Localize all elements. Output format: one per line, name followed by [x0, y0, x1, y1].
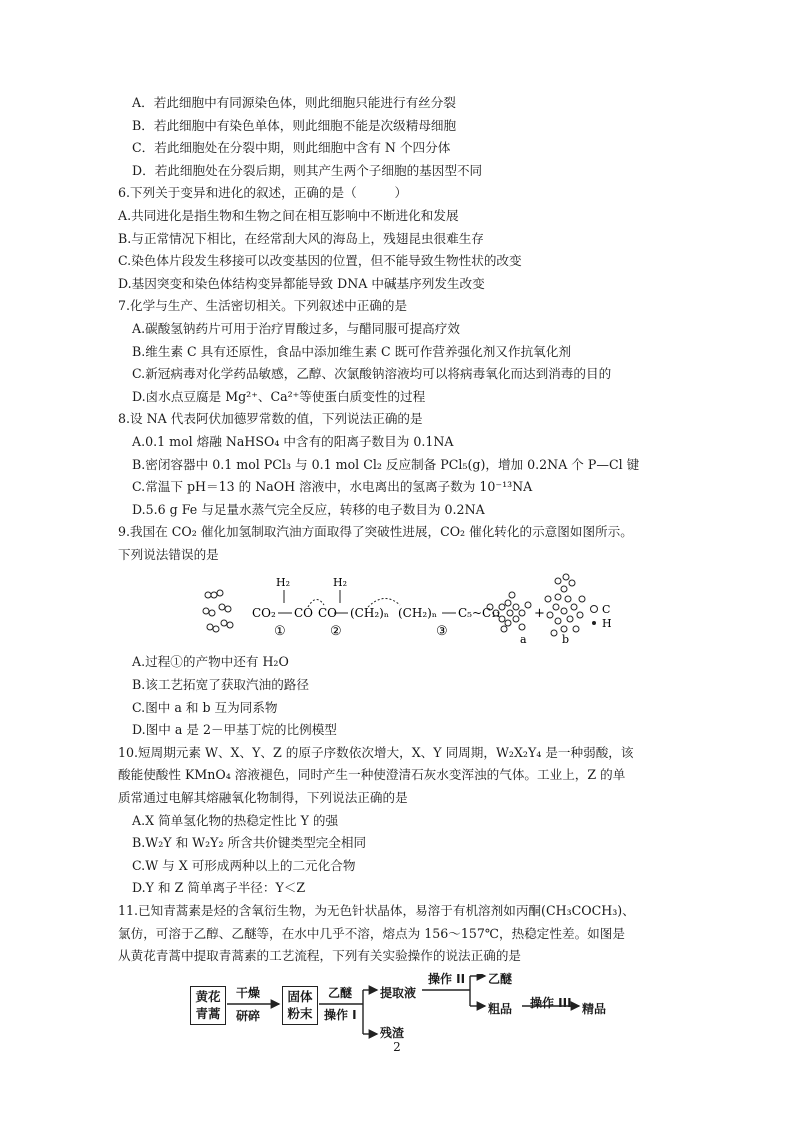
- co-label-a: CO: [294, 606, 314, 621]
- flow-grind-label: 研碎: [236, 1008, 261, 1023]
- q11-stem-line2: 氯仿，可溶于乙醇、乙醚等，在水中几乎不溶，熔点为 156～157℃，热稳定性差。如图是: [118, 925, 625, 941]
- co2-conversion-svg: [118, 569, 708, 647]
- co2-conversion-diagram: [118, 569, 708, 647]
- q6-stem: 6.下列关于变异和进化的叙述，正确的是（ ）: [118, 185, 408, 201]
- q9-option-b: B.该工艺拓宽了获取汽油的路径: [132, 677, 309, 693]
- q10-option-b: B.W₂Y 和 W₂Y₂ 所含共价键类型完全相同: [132, 835, 367, 851]
- co-label-b: CO: [318, 606, 338, 621]
- flow-extract-label: 提取液: [380, 985, 417, 1000]
- q6-option-a: A.共同进化是指生物和生物之间在相互影响中不断进化和发展: [118, 207, 459, 223]
- q7-option-d: D.卤水点豆腐是 Mg²⁺、Ca²⁺等使蛋白质变性的过程: [132, 388, 426, 404]
- flow-ether-out-label: 乙醚: [488, 971, 513, 986]
- q8-option-a: A.0.1 mol 熔融 NaHSO₄ 中含有的阳离子数目为 0.1NA: [132, 433, 454, 449]
- q10-option-a: A.X 简单氢化物的热稳定性比 Y 的强: [132, 812, 339, 828]
- q11-stem-line1: 11.已知青蒿素是烃的含氧衍生物，为无色针状晶体，易溶于有机溶剂如丙酮(CH₃COCH₃)、: [118, 903, 635, 918]
- co2-label: CO₂: [252, 606, 276, 621]
- q5-option-a: A．若此细胞中有同源染色体，则此细胞只能进行有丝分裂: [132, 95, 456, 110]
- page-number: 2: [393, 1040, 401, 1054]
- legend-hydrogen-icon: [592, 621, 596, 625]
- flow-start-box: 黄花青蒿: [190, 986, 226, 1025]
- flow-residue-label: 残渣: [380, 1025, 405, 1040]
- model-a-label: a: [520, 633, 527, 647]
- q11-stem-line3: 从黄花青蒿中提取青蒿素的工艺流程，下列有关实验操作的说法正确的是: [118, 948, 521, 964]
- flow-op1-label: 操作 I: [324, 1007, 357, 1022]
- step-3-label: ③: [436, 624, 448, 640]
- q8-stem: 8.设 NA 代表阿伏加德罗常数的值，下列说法正确的是: [118, 411, 423, 427]
- q10-option-d: D.Y 和 Z 简单离子半径：Y＜Z: [132, 880, 306, 896]
- q6-option-b: B.与正常情况下相比，在经常刮大风的海岛上，残翅昆虫很难生存: [118, 230, 484, 246]
- q9-stem-line1: 9.我国在 CO₂ 催化加氢制取汽油方面取得了突破性进展，CO₂ 催化转化的示意图如图所示。: [118, 524, 633, 540]
- legend-c-label: C: [602, 603, 611, 617]
- plus-sign: +: [534, 606, 545, 622]
- flow-crude-label: 粗品: [488, 1001, 513, 1016]
- step-2-label: ②: [330, 624, 342, 640]
- q9-stem-line2: 下列说法错误的是: [118, 546, 219, 562]
- ch2n-label-b: (CH₂)ₙ: [398, 606, 438, 621]
- q5-option-d: D．若此细胞处在分裂后期，则其产生两个子细胞的基因型不同: [132, 162, 483, 178]
- exam-page: [118, 92, 708, 1052]
- legend-carbon-icon: [591, 606, 598, 613]
- flow-op3-label: 操作 III: [530, 995, 572, 1010]
- c5-c11-label: C₅~C₁₁: [458, 606, 501, 621]
- q6-option-d: D.基因突变和染色体结构变异都能导致 DNA 中碱基序列发生改变: [118, 275, 485, 291]
- model-a-icon: [487, 592, 531, 632]
- h2-label-b: H₂: [333, 576, 348, 590]
- q5-option-c: C．若此细胞处在分裂中期，则此细胞中含有 N 个四分体: [132, 140, 451, 156]
- q6-option-c: C.染色体片段发生移接可以改变基因的位置，但不能导致生物性状的改变: [118, 253, 522, 269]
- ch2n-label-a: (CH₂)ₙ: [350, 606, 390, 621]
- flow-powder-box: 固体粉末: [282, 986, 318, 1025]
- flow-fine-label: 精品: [582, 1001, 607, 1016]
- q7-option-c: C.新冠病毒对化学药品敏感，乙醇、次氯酸钠溶液均可以将病毒氧化而达到消毒的目的: [132, 366, 612, 382]
- model-b-label: b: [562, 633, 570, 647]
- q10-stem-line3: 质常通过电解其熔融氧化物制得，下列说法正确的是: [118, 790, 408, 806]
- h2-label-a: H₂: [276, 576, 291, 590]
- q9-option-c: C.图中 a 和 b 互为同系物: [132, 699, 278, 715]
- legend-h-label: H: [602, 617, 612, 631]
- flow-op2-label: 操作 II: [428, 971, 466, 986]
- q7-stem: 7.化学与生产、生活密切相关。下列叙述中正确的是: [118, 298, 408, 314]
- q10-stem-line2: 酸能使酸性 KMnO₄ 溶液褪色，同时产生一种使澄清石灰水变浑浊的气体。工业上，Z 的单: [118, 767, 626, 783]
- q8-option-d: D.5.6 g Fe 与足量水蒸气完全反应，转移的电子数目为 0.2NA: [132, 501, 485, 517]
- flow-ether-label: 乙醚: [328, 985, 353, 1000]
- q10-option-c: C.W 与 X 可形成两种以上的二元化合物: [132, 857, 356, 873]
- step-1-label: ①: [274, 624, 286, 640]
- model-b-icon: [545, 574, 585, 636]
- q10-stem-line1: 10.短周期元素 W、X、Y、Z 的原子序数依次增大，X、Y 同周期，W₂X₂Y₄ 是一种弱酸，该: [118, 744, 634, 760]
- co2-molecules-icon: [203, 590, 233, 632]
- flow-dry-label: 干燥: [236, 985, 261, 1000]
- q7-option-b: B.维生素 C 具有还原性，食品中添加维生素 C 既可作营养强化剂又作抗氧化剂: [132, 343, 571, 359]
- q9-option-a: A.过程①的产物中还有 H₂O: [132, 654, 289, 670]
- q8-option-c: C.常温下 pH＝13 的 NaOH 溶液中，水电离出的氢离子数为 10⁻¹³NA: [132, 479, 533, 495]
- q5-option-b: B．若此细胞中有染色单体，则此细胞不能是次级精母细胞: [132, 117, 457, 133]
- q9-option-d: D.图中 a 是 2－甲基丁烷的比例模型: [132, 722, 337, 738]
- q7-option-a: A.碳酸氢钠药片可用于治疗胃酸过多，与醋同服可提高疗效: [132, 320, 460, 336]
- q8-option-b: B.密闭容器中 0.1 mol PCl₃ 与 0.1 mol Cl₂ 反应制备 PCl₅(g)，增加 0.2NA 个 P—Cl 键: [132, 456, 640, 472]
